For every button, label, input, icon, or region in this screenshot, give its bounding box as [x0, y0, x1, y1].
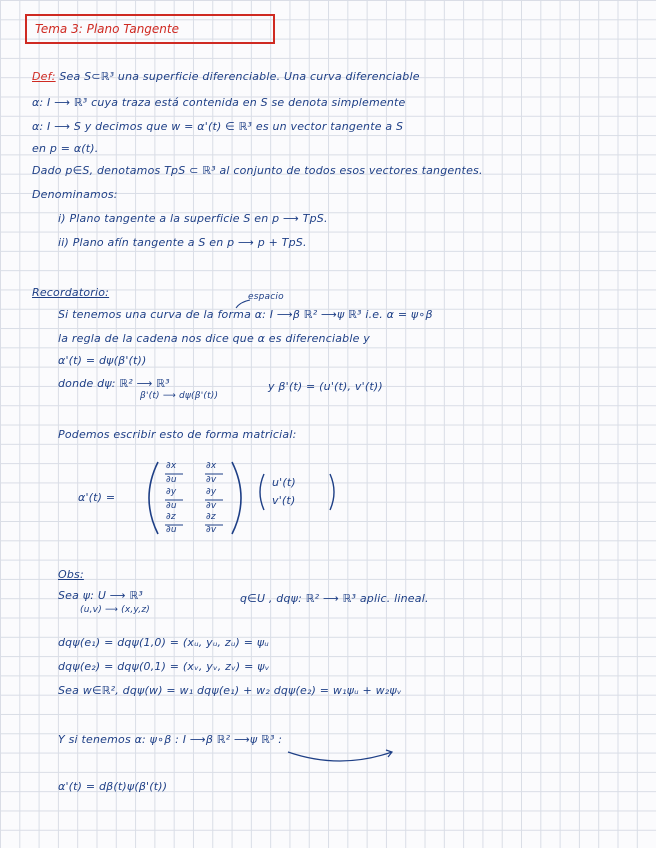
obs-line-3: dqψ(e₂) = dqψ(0,1) = (xᵥ, yᵥ, zᵥ) = ψᵥ: [58, 660, 270, 673]
recordatorio-heading: Recordatorio:: [32, 286, 110, 299]
recordatorio-line-5: Podemos escribir esto de forma matricial:: [58, 428, 297, 441]
recordatorio-line-4b: β'(t) ⟶ dψ(β'(t)): [140, 391, 219, 401]
matrix-entry-den: ∂u: [166, 475, 177, 485]
matrix-entry-den: ∂v: [206, 501, 217, 511]
matrix-right-paren: [232, 462, 241, 534]
obs-line-6: α'(t) = dβ(t)ψ(β'(t)): [58, 780, 168, 793]
recordatorio-line-4a: donde dψ: ℝ² ⟶ ℝ³: [58, 377, 170, 390]
matrix-entry-num: ∂y: [206, 487, 217, 497]
definition-label: Def:: [32, 70, 56, 83]
definition-text-1: Sea S⊂ℝ³ una superficie diferenciable. Una curva diferenciable: [59, 70, 420, 83]
vector-right-paren: [330, 474, 334, 510]
vector-left-paren: [260, 474, 264, 510]
matrix-left-paren: [149, 462, 158, 534]
composition-arrow: [288, 752, 392, 761]
definition-line-4: en p = α(t).: [32, 142, 99, 155]
page-title: Tema 3: Plano Tangente: [35, 22, 179, 36]
matrix-entry-den: ∂v: [206, 525, 217, 535]
matrix-entry-den: ∂u: [166, 501, 177, 511]
obs-heading: Obs:: [58, 568, 84, 581]
espacio-note: espacio: [248, 292, 284, 302]
definition-line-3: α: I ⟶ S y decimos que w = α'(t) ∈ ℝ³ es un vector tangente a S: [32, 120, 404, 133]
definition-item-1: i) Plano tangente a la superficie S en p ⟶ TpS.: [58, 212, 328, 225]
obs-line-1c: q∈U , dqψ: ℝ² ⟶ ℝ³ aplic. lineal.: [240, 592, 429, 605]
matrix-entry-num: ∂z: [166, 512, 176, 522]
obs-line-2: dqψ(e₁) = dqψ(1,0) = (xᵤ, yᵤ, zᵤ) = ψᵤ: [58, 636, 269, 649]
recordatorio-line-4c: y β'(t) = (u'(t), v'(t)): [268, 380, 383, 393]
definition-line-2: α: I ⟶ ℝ³ cuya traza está contenida en S se denota simplemente: [32, 96, 406, 109]
matrix-entry-den: ∂u: [166, 525, 177, 535]
obs-line-5: Y si tenemos α: ψ∘β : I ⟶β ℝ² ⟶ψ ℝ³ :: [58, 733, 283, 746]
definition-line-6: Denominamos:: [32, 188, 118, 201]
recordatorio-line-3: α'(t) = dψ(β'(t)): [58, 354, 147, 367]
matrix-entry-num: ∂x: [206, 461, 217, 471]
espacio-arrow: [236, 300, 250, 308]
recordatorio-line-2: la regla de la cadena nos dice que α es diferenciable y: [58, 332, 370, 345]
definition-line-5: Dado p∈S, denotamos TpS ⊂ ℝ³ al conjunto de todos esos vectores tangentes.: [32, 164, 483, 177]
obs-line-1b: (u,v) ⟶ (x,y,z): [80, 605, 150, 615]
matrix-lhs: α'(t) =: [78, 491, 116, 504]
obs-line-4: Sea w∈ℝ², dqψ(w) = w₁ dqψ(e₁) + w₂ dqψ(e₂) = w₁ψᵤ + w₂ψᵥ: [58, 684, 402, 697]
matrix-entry-num: ∂x: [166, 461, 177, 471]
matrix-entry-den: ∂v: [206, 475, 217, 485]
vector-entry: u'(t): [272, 476, 296, 489]
vector-entry: v'(t): [272, 494, 296, 507]
recordatorio-line-1: Si tenemos una curva de la forma α: I ⟶β ℝ² ⟶ψ ℝ³ i.e. α = ψ∘β: [58, 308, 433, 321]
matrix-entry-num: ∂z: [206, 512, 216, 522]
obs-line-1a: Sea ψ: U ⟶ ℝ³: [58, 589, 143, 602]
definition-item-2: ii) Plano afín tangente a S en p ⟶ p + TpS.: [58, 236, 307, 249]
matrix-entry-num: ∂y: [166, 487, 177, 497]
